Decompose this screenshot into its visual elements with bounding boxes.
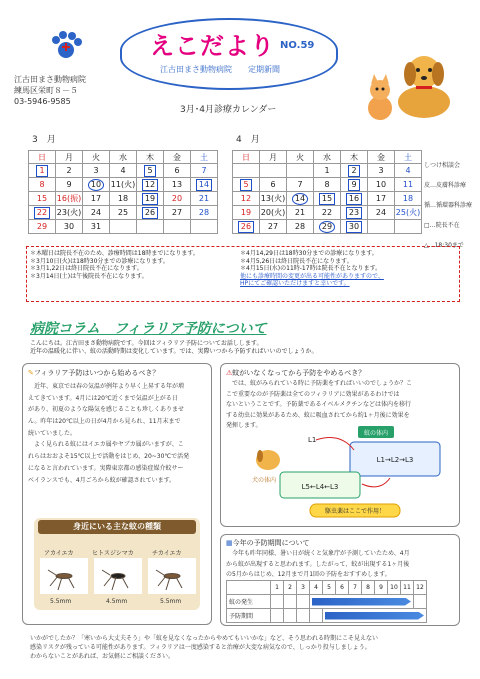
prevention-period-row [227, 609, 427, 623]
body-line: ベイランスでも、4月ごろから蚊が確認されています。 [28, 476, 176, 484]
day-number: 14 [196, 179, 212, 191]
april-label: 4 月 [236, 135, 260, 145]
day-cell [233, 164, 260, 178]
day-cell: 8 [314, 178, 341, 192]
larval-stage-l1: L1 [308, 436, 317, 444]
weekday-sat: 土 [191, 151, 218, 164]
panel-heading [226, 538, 310, 548]
march-label: 3 月 [32, 135, 56, 145]
legend-item: 循…循環器科診療 [424, 202, 473, 209]
day-cell [341, 192, 368, 206]
notice-line: ＊4月5,26日は終日院長不在になります。 [240, 257, 353, 265]
day-cell: 2 [56, 164, 83, 178]
day-cell: 21 [287, 206, 314, 220]
day-number: 1 [36, 165, 47, 177]
day-number: 15 [319, 193, 335, 205]
body-line: 発揮します。 [226, 422, 262, 429]
day-cell [341, 220, 368, 234]
day-cell: 30 [56, 220, 83, 234]
larval-stages-mosquito: L1→L2→L3 [376, 456, 414, 464]
day-cell [314, 192, 341, 206]
cat-and-dog-illustration [350, 42, 460, 126]
day-number: 30 [346, 221, 362, 233]
day-cell: 12 [233, 192, 260, 206]
panel-body [28, 381, 210, 486]
april-calendar [232, 150, 422, 234]
notice-left [30, 250, 240, 280]
panel-heading-text: 蚊がいなくなってから予防をやめるべき？ [232, 369, 366, 377]
day-cell: 13 [164, 178, 191, 192]
day-cell: 3 [83, 164, 110, 178]
month-cell: 3 [297, 581, 310, 595]
day-cell [137, 192, 164, 206]
calendar-icon: ▦ [226, 539, 233, 547]
weekday-tue: 火 [83, 151, 110, 164]
day-cell [287, 164, 314, 178]
month-cell: 2 [284, 581, 297, 595]
day-cell [287, 192, 314, 206]
column-intro [30, 340, 470, 355]
day-cell: 11 [395, 178, 422, 192]
weekday-thu: 木 [341, 151, 368, 164]
day-cell [341, 206, 368, 220]
legend-item: 皮…皮膚科診療 [424, 182, 467, 189]
weekday-fri: 金 [164, 151, 191, 164]
weekday-sun: 日 [29, 151, 56, 164]
footer-line: わからないことがあれば、お気軽にご相談ください。 [30, 653, 175, 660]
body-line: の5月からはじめ、12月まで月1回の予防をおすすめします。 [226, 571, 391, 578]
legend-item: △…18:30まで [424, 242, 464, 249]
notice-line: ＊4月14,29日は18時30分までの診療になります。 [240, 250, 378, 257]
month-cell: 10 [388, 581, 401, 595]
weekday-thu: 木 [137, 151, 164, 164]
body-line: 今年も昨年同様、暑い日が続くと気象庁が予測していたため、4月 [226, 550, 410, 557]
week-row [233, 206, 422, 220]
day-cell: 20 [164, 192, 191, 206]
day-cell: 7 [287, 178, 314, 192]
intro-line: こんにちは。江古田まさ動物病院です。今回はフィラリア予防についてお話しします。 [30, 340, 263, 347]
week-row [233, 192, 422, 206]
day-cell [314, 220, 341, 234]
panel-heading-text: 今年の予防期間について [232, 539, 310, 547]
day-cell [233, 178, 260, 192]
day-cell: 4 [110, 164, 137, 178]
body-line: する幼虫に効果があるため、蚊に吸血されてから約1ヶ月後に効果を [226, 411, 410, 419]
day-cell [191, 220, 218, 234]
day-cell [137, 164, 164, 178]
week-row [233, 220, 422, 234]
weekday-wed: 水 [314, 151, 341, 164]
day-cell [368, 220, 395, 234]
day-cell: 20(火) [260, 206, 287, 220]
weekday-row [233, 151, 422, 164]
notice-check-hp-link[interactable]: HPにてご確認いただけますと幸いです。 [240, 280, 350, 287]
newsletter-title: えこだより [150, 32, 275, 60]
heartworm-lifecycle-diagram [250, 422, 450, 520]
weekday-sat: 土 [395, 151, 422, 164]
legend-item: しつけ相談会 [424, 162, 461, 169]
mosquito-photos [40, 558, 196, 594]
day-cell [395, 220, 422, 234]
mosquito-size: 5.5mm [160, 598, 182, 605]
week-row [29, 178, 218, 192]
drug-action-label: 駆虫薬はここで作用！ [324, 508, 386, 515]
day-cell: 24 [368, 206, 395, 220]
body-line: えてきています。4月には20℃近くまで気温が上がる日 [28, 394, 178, 402]
weekday-row [29, 151, 218, 164]
day-cell [233, 220, 260, 234]
notice-schedule-change: 他にも診療時間の変更が出る可能性がありますので、 [240, 272, 384, 280]
day-cell: 17 [83, 192, 110, 206]
body-line: れらはおおよそ15℃以上で活動をはじめ、20~30℃で活発 [28, 453, 190, 461]
mosquito-name: チカイエカ [152, 550, 182, 557]
day-cell [164, 220, 191, 234]
week-row [233, 164, 422, 178]
calendar-title: 3月･4月診療カレンダー [180, 105, 277, 115]
weekday-sun: 日 [233, 151, 260, 164]
month-cell: 7 [349, 581, 362, 595]
weekday-wed: 水 [110, 151, 137, 164]
day-number: 10 [88, 179, 104, 191]
day-cell: 13(火) [260, 192, 287, 206]
clinic-name: 江古田まさ動物病院 [14, 75, 86, 84]
mosquito-name: アカイエカ [44, 550, 74, 557]
day-cell: 28 [287, 220, 314, 234]
day-number: 5 [240, 179, 251, 191]
panel-heading-text: フィラリア予防はいつから始めるべき？ [33, 369, 160, 377]
notice-line: ＊木曜日は院長不在のため、診療時間は18時までになります。 [30, 250, 199, 257]
column-title: 病院コラム フィラリア予防について [30, 321, 267, 337]
day-cell: 29 [29, 220, 56, 234]
day-cell: 1 [314, 164, 341, 178]
body-line: 続いていました。 [28, 429, 77, 437]
day-cell: 4 [395, 164, 422, 178]
day-cell: 18 [395, 192, 422, 206]
day-cell [29, 206, 56, 220]
month-cell: 1 [271, 581, 284, 595]
panel-heading [28, 368, 159, 378]
day-number: 29 [319, 221, 335, 233]
empty-cell [227, 581, 271, 595]
day-cell: 21 [191, 192, 218, 206]
day-cell: 22 [314, 206, 341, 220]
day-cell: 25(火) [395, 206, 422, 220]
day-cell [110, 220, 137, 234]
footer-line: 感染リスクが残っている可能性があります。フィラリアは一度感染すると治療が大変な病気なので、しっかり投与しましょう。 [30, 644, 371, 651]
day-cell: 25 [110, 206, 137, 220]
issue-number: NO.59 [280, 40, 315, 51]
day-cell: 17 [368, 192, 395, 206]
day-cell: 6 [164, 164, 191, 178]
clinic-address: 練馬区栄町８－５ [14, 86, 78, 96]
march-calendar [28, 150, 218, 234]
body-line: から蚊が出現すると思われます。したがって、蚊が出現する1ヶ月後 [226, 560, 410, 568]
mosquito-size: 4.5mm [106, 598, 128, 605]
day-cell [260, 164, 287, 178]
month-row [227, 581, 427, 595]
prevention-schedule-table [226, 580, 427, 623]
footer-line: いかがでしたか？「寒いから大丈夫そう」や「蚊を見なくなったからやめてもいいかな」など、そう思われる時期にこそ見えない [30, 635, 379, 642]
weekday-mon: 月 [56, 151, 83, 164]
dog-stage-label: 犬の体内 [252, 477, 277, 484]
day-cell [341, 178, 368, 192]
month-cell: 5 [323, 581, 336, 595]
day-cell [341, 164, 368, 178]
body-line: では、蚊がみられている時に予防薬をすればいいのでしょうか？こ [226, 380, 413, 387]
month-cell: 4 [310, 581, 323, 595]
mosquito-occurrence-row [227, 595, 427, 609]
weekday-tue: 火 [287, 151, 314, 164]
day-cell: 7 [191, 164, 218, 178]
pencil-icon: ✎ [28, 369, 34, 377]
month-cell: 6 [336, 581, 349, 595]
week-row [233, 178, 422, 192]
body-line: ないということです。予防薬であるイベルメクチンなどは体内を移行 [226, 401, 412, 408]
day-number: 14 [292, 193, 308, 205]
day-cell [137, 220, 164, 234]
row-label: 蚊の発生 [227, 595, 271, 609]
day-cell: 11(火) [110, 178, 137, 192]
day-number: 5 [144, 165, 155, 177]
mosquito-size: 5.5mm [50, 598, 72, 605]
body-line: こで重要なのが予防薬は全てのフィラリアに効果があるわけでは [226, 390, 400, 398]
day-cell: 27 [260, 220, 287, 234]
prevention-period-bar [323, 609, 427, 623]
month-cell: 8 [362, 581, 375, 595]
day-cell: 28 [191, 206, 218, 220]
mosquito-species-title: 身近にいる主な蚊の種類 [38, 520, 196, 534]
notice-line: ＊3月14日(土)は午後院長不在になります。 [30, 272, 148, 280]
day-cell [29, 164, 56, 178]
day-cell: 10 [368, 178, 395, 192]
day-cell: 27 [164, 206, 191, 220]
day-number: 26 [142, 207, 158, 219]
day-cell [83, 178, 110, 192]
notice-line: ＊4月15日(水)の11時-17時は院長不在となります。 [240, 265, 382, 272]
body-line: よく見られる蚊にはイエカ属やヤブカ属がいますが、こ [28, 441, 184, 449]
day-number: 12 [142, 179, 158, 191]
day-cell: 24 [83, 206, 110, 220]
day-number: 26 [238, 221, 254, 233]
day-cell [137, 178, 164, 192]
day-number: 22 [34, 207, 50, 219]
body-line: があり、初夏のような陽気を感じることも珍しくありませ [28, 406, 185, 414]
calendar-legend [424, 156, 472, 256]
week-row [29, 220, 218, 234]
month-cell: 9 [375, 581, 388, 595]
month-cell: 12 [414, 581, 427, 595]
panel-heading [226, 368, 365, 378]
body-line: になると言われています。実際東京都の感染症媒介蚊サー [28, 464, 184, 472]
clinic-phone: 03-5946-9585 [14, 97, 71, 107]
mosquito-stage-label: 蚊の体内 [363, 430, 389, 437]
day-cell: 31 [83, 220, 110, 234]
row-label: 予防期間 [227, 609, 271, 623]
mosquito-occurrence-bar [310, 595, 414, 609]
day-number: 16 [346, 193, 362, 205]
day-number: 9 [348, 179, 359, 191]
panel-body [226, 549, 458, 581]
body-line: 近年、東京では春の気温が例年より早く上昇する年が増 [28, 383, 185, 390]
day-cell: 16(振) [56, 192, 83, 206]
notice-line: ＊3月10日(火)は18時30分までの診療になります。 [30, 257, 169, 265]
larval-stages-dog: L5←L4←L3 [301, 483, 339, 491]
closing-message [30, 634, 470, 661]
weekday-fri: 金 [368, 151, 395, 164]
day-cell: 8 [29, 178, 56, 192]
day-cell: 18 [110, 192, 137, 206]
mosquito-name: ヒトスジシマカ [92, 550, 134, 557]
week-row [29, 206, 218, 220]
day-cell: 23(火) [56, 206, 83, 220]
notice-line: ＊3月1,22日は終日院長不在になります。 [30, 265, 143, 272]
day-number: 2 [348, 165, 359, 177]
day-cell [137, 206, 164, 220]
day-cell: 19 [233, 206, 260, 220]
week-row [29, 192, 218, 206]
day-cell: 15 [29, 192, 56, 206]
intro-line: 近年の温暖化に伴い、蚊の活動時期は変化しています。では、実際いつから予防すればいいのでしょうか。 [30, 347, 318, 355]
newsletter-subtitle: 江古田まさ動物病院 定期新聞 [160, 65, 280, 74]
day-cell: 6 [260, 178, 287, 192]
day-cell: 9 [56, 178, 83, 192]
week-row [29, 164, 218, 178]
day-number: 23 [346, 207, 362, 219]
day-cell [191, 178, 218, 192]
clinic-info [14, 74, 86, 108]
month-cell: 11 [401, 581, 414, 595]
weekday-mon: 月 [260, 151, 287, 164]
paw-logo-icon [48, 28, 84, 64]
day-number: 19 [142, 193, 158, 205]
day-cell: 3 [368, 164, 395, 178]
alert-icon: ⚠ [226, 369, 233, 377]
legend-item: □…院長不在 [424, 222, 460, 229]
notice-right [240, 250, 458, 288]
body-line: ん。昨年は20℃以上の日が4月から見られ、11月末まで [28, 418, 181, 426]
